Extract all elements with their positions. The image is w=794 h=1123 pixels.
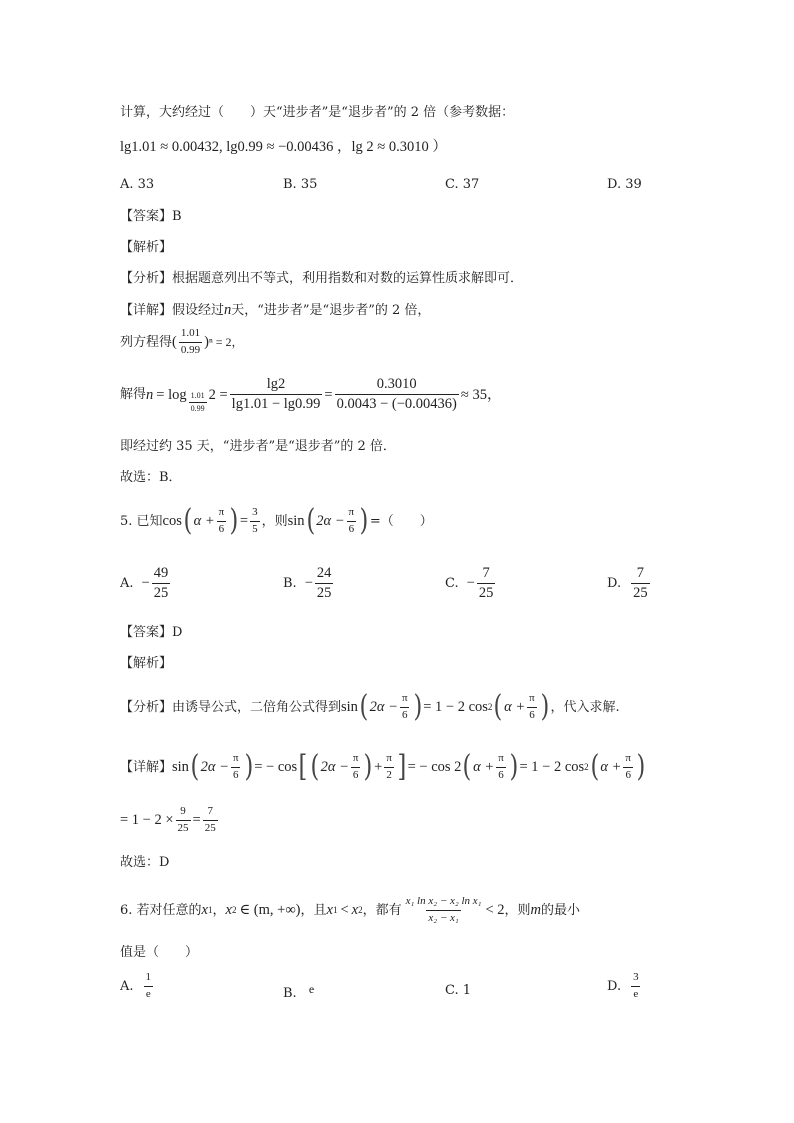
q5-xj-pi6: [231, 753, 241, 781]
q5-analysis-heading: 【解析】: [120, 656, 173, 671]
q5-stem-a: 5. 已知: [120, 513, 163, 529]
q4-solve-n: n: [146, 386, 154, 403]
q6-stem-a: 6. 若对任意的: [120, 902, 202, 918]
q6-opt-d-den: e: [633, 987, 639, 1000]
q5-pi-over-6: [217, 507, 227, 535]
q6-opt-d-label: D.: [607, 978, 622, 994]
q5-xj-pi6-c: [496, 753, 506, 781]
q5-opt-c-num: 7: [482, 565, 490, 581]
q6-option-b: [283, 983, 314, 1000]
q5-fenxi: 【分析】由诱导公式，二倍角公式得到 sin ( 2α − $\frac{\pi}{6}$ ) = 1 − 2 cos 2 ( α + $\frac{\pi}{6}$ ) ，代入求解.: [120, 689, 620, 724]
q5-opt-a-frac: [152, 566, 171, 601]
q4-option-b: B. 35: [283, 177, 318, 192]
q5-xj-six-c: 6: [498, 768, 504, 781]
q4-option-d: D. 39: [607, 177, 642, 192]
q5-seven-25: [203, 806, 218, 834]
q5-three-fifths: [250, 507, 260, 535]
q5-fenxi-six-b: 6: [529, 708, 535, 721]
q6-opt-d-num: 3: [633, 971, 639, 983]
q4-reference-data: lg1.01 ≈ 0.00432, lg0.99 ≈ −0.00436 ，lg 2 ≈ 0.3010 ）: [120, 139, 447, 155]
q5-sin: sin: [287, 512, 305, 529]
q5-opt-b-label: B.: [283, 576, 297, 592]
q6-stem-line2: 值是（ ）: [120, 945, 199, 960]
q5-opt-a-num: 49: [153, 565, 169, 581]
q5-pi-over-6-b: [347, 507, 357, 535]
q5-opt-d-den: 25: [633, 585, 648, 602]
q6-main-fraction: [404, 896, 484, 924]
q6-ineq: <: [340, 901, 349, 918]
q5-line2-a: = 1 − 2 ×: [120, 811, 174, 828]
q5-fenxi-pi6: [400, 693, 410, 721]
q5-opt-d-label: D.: [607, 576, 622, 592]
q5-xj-pi-over-2: [384, 753, 394, 781]
q4-conclusion: 即经过约 35 天，“进步者”是“退步者”的 2 倍．: [120, 439, 396, 454]
q5-opt-a-label: A.: [120, 576, 134, 592]
q6-stem-e: 的最小: [541, 902, 581, 918]
q6-opt-a-frac: [144, 972, 154, 1000]
q5-opt-c-label: C.: [445, 576, 459, 592]
q5-xj-pi-e: π: [625, 751, 631, 764]
q5-fenxi-two-alpha: 2α −: [369, 698, 398, 715]
q4-frac2-den: 0.0043 − (−0.00436): [336, 396, 457, 413]
q5-fenxi-b: ，代入求解.: [550, 699, 620, 715]
q5-option-d: [607, 566, 652, 601]
q5-opt-b-frac: [315, 566, 334, 601]
q4-eq-den: 0.99: [180, 343, 201, 356]
q5-xj-pi-d: π: [498, 751, 504, 764]
q4-frac-values: [335, 377, 459, 412]
q4-solve-arg: 2 =: [208, 386, 228, 403]
q6-stem-b: ，且: [300, 902, 327, 918]
q5-fenxi-alpha-plus: α +: [504, 698, 526, 715]
q5-xj-eq2: = − cos 2: [407, 758, 462, 775]
q4-xiangjie-text-b: 天，“进步者”是“退步者”的 2 倍，: [231, 303, 431, 318]
q5-xj-alpha-plus: α +: [473, 758, 495, 775]
q6-frac-num: x₁ ln x₂ − x₂ ln x₁: [405, 895, 482, 907]
q5-fenxi-six: 6: [401, 708, 408, 721]
q5-alpha-plus: α +: [193, 512, 215, 529]
q4-frac1-num: lg2: [266, 376, 286, 393]
q4-solve-result: ≈ 35，: [460, 386, 502, 403]
q5-xiangjie-a: 【详解】: [120, 759, 173, 775]
q6-x1: x: [201, 901, 208, 918]
q6-option-a: [120, 972, 155, 1000]
q4-equation: 列方程得 ( $\frac{1.01}{0.99}$ ) ⁿ = 2，: [120, 327, 244, 356]
q4-frac1-den: lg1.01 − lg0.99: [231, 396, 321, 413]
q6-stem: 6. 若对任意的 x 1 ， x 2 ∈ (m, +∞) ，且 x 1 < x 2 ，都有 $\frac{\text{x₁ ln x₂ − x₂ ln x₁}}{\text{x₂ − x₁}}$ < 2 ，则 m 的最小: [120, 895, 581, 924]
q5-xj-pi-c: π: [386, 751, 392, 764]
q4-analysis-heading: 【解析】: [120, 240, 173, 255]
q6-opt-b-val: e: [308, 982, 315, 996]
q5-25-b: 25: [204, 821, 216, 834]
q5-xj-six-d: 6: [625, 768, 631, 781]
q5-opt-b-num: 24: [316, 565, 332, 581]
q5-opt-c-den: 25: [478, 585, 494, 602]
q6-frac-den: x₂ − x₁: [428, 911, 459, 924]
q5-nine-25: [176, 806, 191, 834]
q5-xj-pi6-b: [351, 753, 361, 781]
q5-line2-eq: =: [192, 811, 201, 828]
q4-solve-prefix: 解得: [120, 387, 147, 403]
q5-option-a: [120, 566, 172, 601]
q5-opt-d-frac: [631, 566, 650, 601]
q5-seven: 7: [207, 805, 213, 817]
q5-opt-d-num: 7: [636, 565, 644, 581]
q5-opt-b-sign: −: [304, 575, 313, 592]
q5-fenxi-sin: sin: [341, 698, 358, 715]
q5-xj-two-alpha: 2α −: [200, 758, 229, 775]
q5-xj-eq1: = − cos: [254, 758, 298, 775]
q5-opt-c-sign: −: [466, 575, 475, 592]
q6-stem-c: ，都有: [362, 902, 402, 918]
q5-xj-eq3: = 1 − 2 cos: [519, 758, 585, 775]
q6-m: m: [530, 901, 542, 918]
q5-xj-alpha-plus-b: α +: [600, 758, 622, 775]
q6-in-set: ∈ (m, +∞): [239, 901, 301, 918]
q5-six: 6: [218, 522, 225, 535]
q6-opt-d-frac: [631, 972, 641, 1000]
q4-eq-fraction: [179, 328, 202, 356]
q5-fenxi-pi6-b: [527, 693, 537, 721]
q5-25-a: 25: [177, 821, 189, 834]
q4-log-base-den: 0.99: [190, 404, 205, 414]
q4-select: 故选：B．: [120, 470, 182, 485]
q6-stem-d: ，则: [504, 902, 531, 918]
q4-solve-log: = log: [156, 386, 187, 403]
q5-xj-pi-b: π: [352, 751, 359, 764]
q6-opt-a-label: A.: [120, 978, 134, 994]
q5-nine: 9: [180, 805, 186, 817]
q5-stem-b: ，则: [261, 513, 288, 529]
q5-stem-c: =（ ）: [369, 513, 433, 529]
q5-xiangjie: 【详解】 sin ( 2α − $\frac{\pi}{6}$ ) = − cos [ ( 2α − $\frac{\pi}{6}$ ) + $\frac{\pi}{2}$ ] = − cos 2 ( α + $\frac{\pi}{6}$ ) = 1 − 2 cos 2 ( α + $\frac{\pi}{6}$ ): [120, 749, 646, 784]
q6-option-d: [607, 972, 643, 1000]
q4-solution: 解得 n = log $\frac{1.01}{0.99}$ 2 = $\frac{\lg 2}{\lg 1.01 - \lg 0.99}$ = $\frac{0.3010}{0.0043 - (-0.00436)}$ ≈ 35，: [120, 376, 502, 414]
q6-opt-a-num: 1: [145, 971, 152, 983]
q6-option-c: C. 1: [445, 983, 472, 998]
q5-xj-plus: +: [374, 758, 383, 775]
q5-six-b: 6: [348, 522, 355, 535]
q5-option-c: [445, 566, 497, 601]
q6-x2: x: [225, 901, 232, 918]
q5-xj-pi6-d: [623, 753, 633, 781]
q4-frac2-num: 0.3010: [376, 376, 417, 393]
q4-xiangjie: [120, 303, 430, 318]
q4-eq-num: 1.01: [180, 327, 201, 339]
q4-var-n: n: [224, 302, 232, 318]
q5-fenxi-a: 【分析】由诱导公式，二倍角公式得到: [120, 699, 342, 715]
q5-xj-six: 6: [232, 768, 239, 781]
q5-xj-sin: sin: [172, 758, 189, 775]
q4-xiangjie-text-a: 【详解】假设经过: [120, 303, 225, 318]
q5-equals: =: [239, 512, 249, 529]
q5-five: 5: [252, 522, 258, 535]
q5-select: 故选：D: [120, 855, 170, 870]
q6-lt2: < 2: [485, 901, 505, 918]
q4-log-base-num: 1.01: [190, 391, 205, 400]
q4-stem-line: 计算，大约经过（ ）天“进步者”是“退步者”的 2 倍（参考数据：: [120, 105, 515, 120]
q5-pi-b: π: [348, 505, 355, 518]
q5-opt-a-den: 25: [153, 585, 169, 602]
q4-option-c: C. 37: [445, 177, 480, 192]
q5-pi: π: [218, 505, 225, 518]
q5-xiangjie-line2: [120, 806, 220, 834]
q5-stem: 5. 已知 cos ( α + $\frac{\pi}{6}$ ) = $\frac{3}{5}$ ，则 sin ( 2α − $\frac{\pi}{6}$ ) =（ ）: [120, 503, 433, 538]
q4-fenxi: 【分析】根据题意列出不等式，利用指数和对数的运算性质求解即可．: [120, 271, 524, 286]
q5-two-alpha: 2α −: [316, 512, 345, 529]
q5-answer: 【答案】D: [120, 625, 183, 640]
q5-fenxi-pi-b: π: [529, 691, 535, 704]
q5-xj-six-b: 6: [352, 768, 359, 781]
q5-xj-two-alpha-b: 2α −: [320, 758, 349, 775]
q4-log-base: [189, 392, 207, 414]
q5-cos: cos: [162, 512, 182, 529]
q4-eq-suffix: ⁿ = 2，: [208, 335, 244, 350]
q4-option-a: A. 33: [120, 177, 155, 192]
q5-three: 3: [252, 505, 258, 518]
q4-frac-lg: [230, 377, 323, 412]
q4-eq-prefix: 列方程得: [120, 334, 173, 350]
q5-option-b: [283, 566, 335, 601]
q6-opt-b-label: B.: [283, 986, 297, 1001]
q5-fenxi-rhs: = 1 − 2 cos: [423, 698, 488, 715]
q6-opt-a-den: e: [145, 987, 151, 1000]
q5-xj-two: 2: [386, 768, 392, 781]
q4-answer: 【答案】B: [120, 209, 182, 224]
q5-fenxi-pi: π: [401, 691, 408, 704]
q5-xj-pi: π: [232, 751, 239, 764]
q5-opt-c-frac: [477, 566, 496, 601]
q5-opt-b-den: 25: [316, 585, 332, 602]
q5-opt-a-sign: −: [141, 575, 150, 592]
